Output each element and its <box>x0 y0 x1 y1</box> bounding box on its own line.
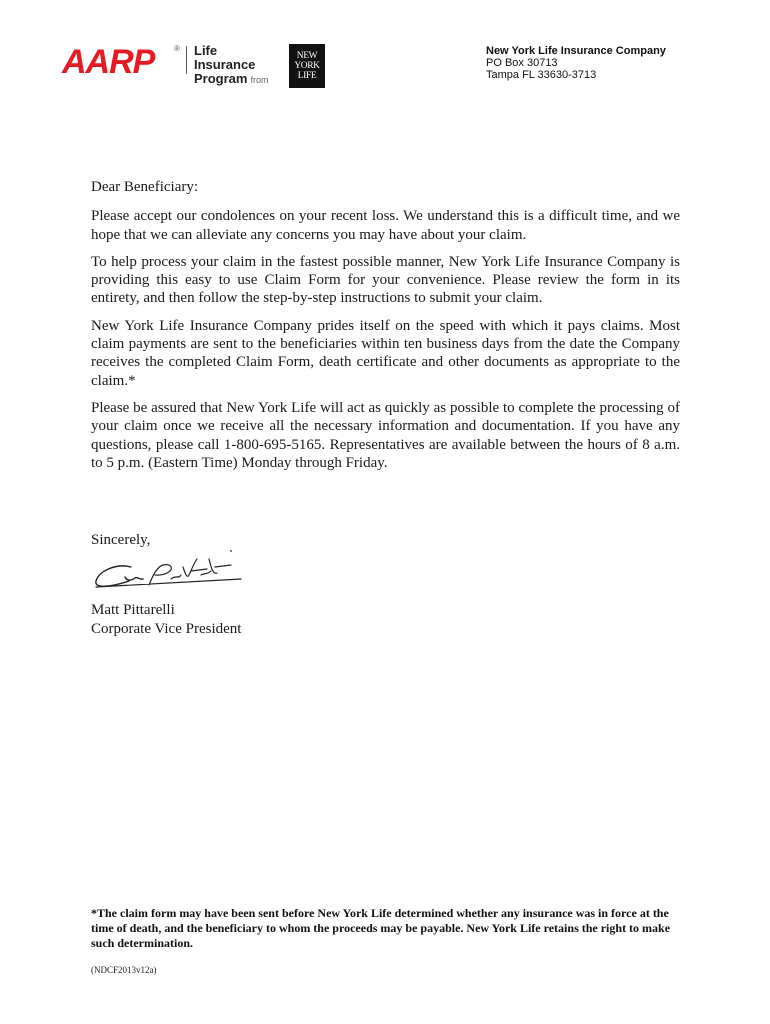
address-city: Tampa FL 33630-3713 <box>486 69 597 81</box>
new-york-life-logo <box>289 44 325 88</box>
signer-title: Corporate Vice President <box>91 621 242 637</box>
salutation: Dear Beneficiary: <box>91 179 199 195</box>
program-from: from <box>250 75 269 85</box>
paragraph-claim-form: To help process your claim in the fastest possible manner, New York Life Insurance Company is providing this easy to use Claim Form for your convenience. Please review the form in its entirety, and then follow the step-by-step instructions to submit your claim. <box>91 253 680 307</box>
signer-block <box>91 601 241 639</box>
closing: Sincerely, <box>91 532 151 548</box>
program-line-1: Life Insurance <box>194 43 256 72</box>
footnote: *The claim form may have been sent before New York Life determined whether any insurance was in force at the time of death, and the beneficiary to whom the proceeds may be payable. New York Life retains the right to make such determination. <box>91 906 671 950</box>
nyl-line-1: NEW <box>296 51 318 61</box>
nyl-line-3: LIFE <box>297 71 317 81</box>
paragraph-claim-speed: New York Life Insurance Company prides itself on the speed with which it pays claims. Most claim payments are sent to the beneficiaries within ten business days from the date the Company receives the completed Claim Form, death certificate and other documents as appropriate to the claim.* <box>91 317 680 389</box>
aarp-wordmark: AARP <box>62 43 155 81</box>
program-line-2: Program <box>194 71 248 86</box>
paragraph-contact: Please be assured that New York Life will act as quickly as possible to complete the processing of your claim once we receive all the necessary information and documentation. If you have any questions, please call 1-800-695-5165. Representatives are available between the hours of 8 a.m. to 5 p.m. (Eastern Time) Monday through Friday. <box>91 399 680 471</box>
letter-body <box>91 178 680 481</box>
address-company: New York Life Insurance Company <box>486 45 666 57</box>
registered-mark: ® <box>174 44 180 53</box>
return-address <box>486 45 666 81</box>
nyl-line-2: YORK <box>294 61 320 71</box>
paragraph-condolences: Please accept our condolences on your recent loss. We understand this is a difficult time, and we hope that we can alleviate any concerns you may have about your claim. <box>91 208 680 243</box>
address-po-box: PO Box 30713 <box>486 57 558 69</box>
logo-divider <box>186 46 187 74</box>
program-label <box>194 44 268 87</box>
signer-name: Matt Pittarelli <box>91 602 175 618</box>
handwritten-signature <box>91 545 251 595</box>
form-code: (NDCF2013v12a) <box>91 965 157 975</box>
